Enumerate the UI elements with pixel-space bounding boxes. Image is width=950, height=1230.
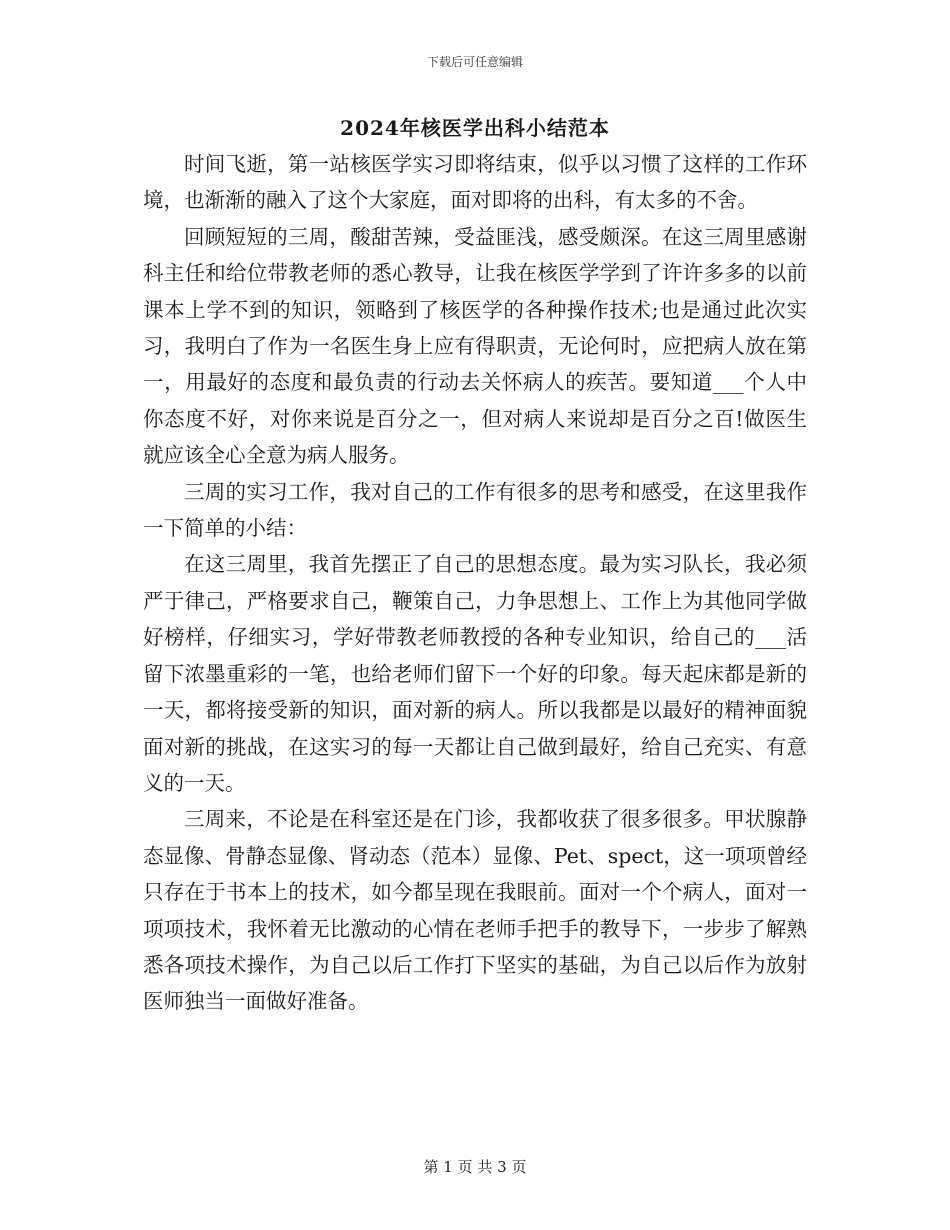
- paragraph: 时间飞逝，第一站核医学实习即将结束，似乎以习惯了这样的工作环境，也渐渐的融入了这个大家庭，面对即将的出科，有太多的不舍。: [143, 152, 807, 213]
- document-body: [143, 146, 807, 1020]
- paragraph: 三周的实习工作，我对自己的工作有很多的思考和感受，在这里我作一下简单的小结：: [143, 479, 807, 541]
- paragraph: 回顾短短的三周，酸甜苦辣，受益匪浅，感受颇深。在这三周里感谢科主任和给位带教老师的悉心教导，让我在核医学学到了许许多多的以前课本上学不到的知识，领略到了核医学的各种操作技术;也是通过此次实习，我明白了作为一名医生身上应有得职责，无论何时，应把病人放在第一，用最好的态度和最负责的行动去关怀病人的疾苦。要知道___个人中你态度不好，对你来说是百分之一，但对病人来说却是百分之百!做医生就应该全心全意为病人服务。: [143, 224, 807, 468]
- paragraph: 三周来，不论是在科室还是在门诊，我都收获了很多很多。甲状腺静态显像、骨静态显像、肾动态（范本）显像、Pet、spect，这一项项曾经只存在于书本上的技术，如今都呈现在我眼前。面对一个个病人，面对一项项技术，我怀着无比激动的心情在老师手把手的教导下，一步步了解熟悉各项技术操作，为自己以后工作打下坚实的基础，为自己以后作为放射医师独当一面做好准备。: [143, 807, 807, 1014]
- page-number: 第 1 页 共 3 页: [423, 1158, 527, 1176]
- page-header-note: 下载后可任意编辑: [426, 55, 523, 69]
- paragraph: 在这三周里，我首先摆正了自己的思想态度。最为实习队长，我必须严于律己，严格要求自己，鞭策自己，力争思想上、工作上为其他同学做好榜样，仔细实习，学好带教老师教授的各种专业知识，给自己的___活留下浓墨重彩的一笔，也给老师们留下一个好的印象。每天起床都是新的一天，都将接受新的知识，面对新的病人。所以我都是以最好的精神面貌面对新的挑战，在这实习的每一天都让自己做到最好，给自己充实、有意义的一天。: [143, 552, 807, 795]
- document-title: 2024年核医学出科小结范本: [340, 116, 610, 140]
